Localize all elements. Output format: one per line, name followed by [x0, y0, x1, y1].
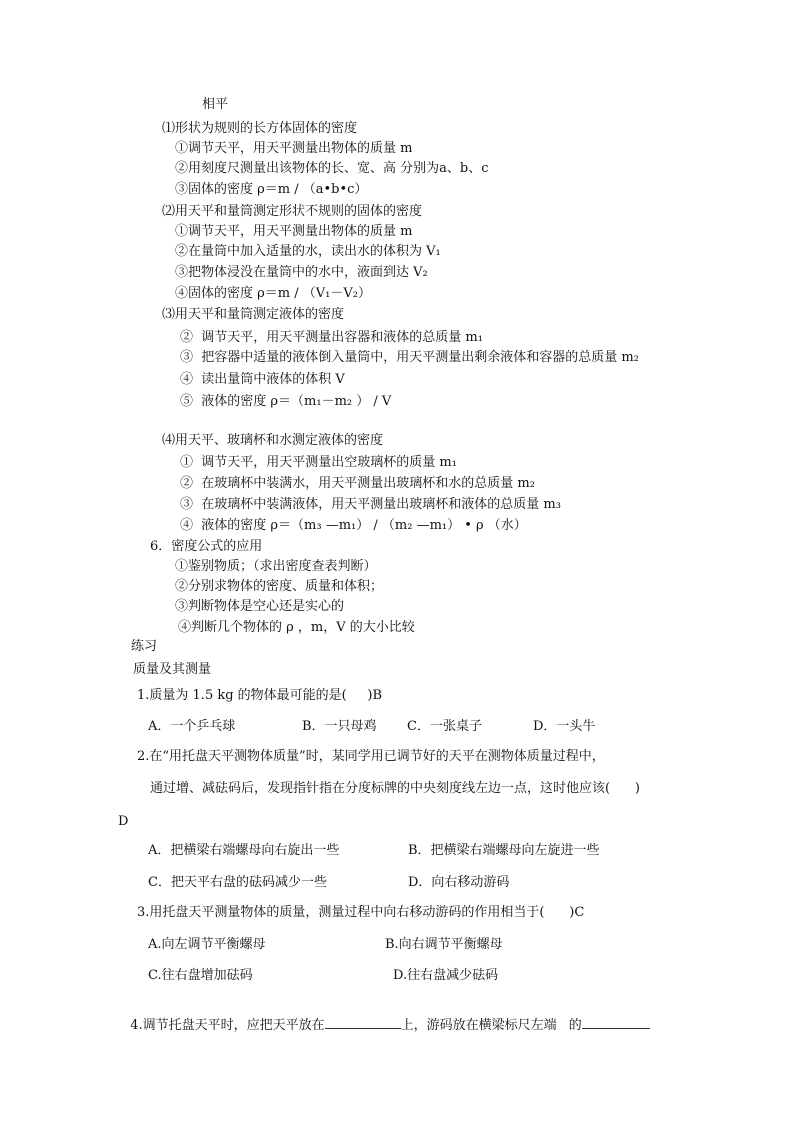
question-2-continued: 通过增、减砝码后，发现指针指在分度标牌的中央刻度线左边一点，这时他应该( ) [150, 781, 640, 796]
q1-option-d: D．一头牛 [533, 719, 596, 734]
q2-option-d: D．向右移动游码 [408, 875, 510, 890]
q4-text-3: 的 [568, 1018, 582, 1033]
step-text: ②在量筒中加入适量的水，读出水的体积为 V₁ [175, 244, 441, 259]
step-text: ③判断物体是空心还是实心的 [175, 599, 345, 614]
question-4 [122, 1000, 650, 1034]
answer-blank-2[interactable] [582, 1016, 650, 1029]
step-text: ① 调节天平，用天平测量出空玻璃杯的质量 m₁ [180, 455, 457, 470]
q3-option-b: B.向右调节平衡螺母 [385, 937, 503, 952]
step-text: ③固体的密度 ρ＝m / （a•b•c） [175, 182, 368, 197]
practice-heading: 练习 [131, 639, 158, 654]
subsection-title-1: ⑴形状为规则的长方体固体的密度 [162, 121, 358, 136]
step-text: ①鉴别物质；（求出密度查表判断） [175, 559, 377, 574]
question-1: 1.质量为 1.5 kg 的物体最可能的是( )B [137, 688, 383, 703]
q1-option-a: A．一个乒乓球 [148, 719, 236, 734]
section-heading: 相平 [202, 97, 229, 112]
q1-option-c: C．一张桌子 [407, 719, 482, 734]
step-text: ④ 读出量筒中液体的体积 V [180, 372, 345, 387]
step-text: ②分别求物体的密度、质量和体积； [175, 579, 384, 594]
step-text: ③ 在玻璃杯中装满液体，用天平测量出玻璃杯和液体的总质量 m₃ [180, 497, 561, 512]
section-title-application: 6．密度公式的应用 [150, 539, 263, 554]
q4-text-2: 上，游码放在横梁标尺左端 [400, 1018, 557, 1033]
step-text: ⑤ 液体的密度 ρ＝（m₁－m₂ ） / V [180, 394, 392, 409]
question-2-answer: D [118, 814, 129, 829]
step-text: ② 调节天平，用天平测量出容器和液体的总质量 m₁ [180, 330, 483, 345]
q3-option-d: D.往右盘减少砝码 [393, 968, 499, 983]
subsection-title-3: ⑶用天平和量筒测定液体的密度 [162, 307, 345, 322]
subsection-title-4: ⑷用天平、玻璃杯和水测定液体的密度 [162, 433, 384, 448]
q3-option-c: C.往右盘增加砝码 [148, 968, 253, 983]
answer-blank-1[interactable] [325, 1016, 401, 1029]
step-text: ④固体的密度 ρ＝m / （V₁－V₂） [175, 286, 371, 301]
practice-subheading: 质量及其测量 [133, 662, 212, 677]
q3-option-a: A.向左调节平衡螺母 [148, 937, 266, 952]
step-text: ② 在玻璃杯中装满水，用天平测量出玻璃杯和水的总质量 m₂ [180, 476, 535, 491]
step-text: ④ 液体的密度 ρ＝（m₃ —m₁） / （m₂ —m₁） • ρ （水） [180, 518, 527, 533]
step-text: ④判断几个物体的 ρ ，m，V 的大小比较 [178, 620, 415, 635]
q4-text-1: 4.调节托盘天平时，应把天平放在 [130, 1018, 325, 1033]
question-3: 3.用托盘天平测量物体的质量，测量过程中向右移动游码的作用相当于( )C [137, 905, 585, 920]
q2-option-b: B．把横梁右端螺母向左旋进一些 [408, 843, 600, 858]
q1-option-b: B．一只母鸡 [302, 719, 377, 734]
step-text: ③ 把容器中适量的液体倒入量筒中，用天平测量出剩余液体和容器的总质量 m₂ [180, 350, 639, 365]
step-text: ①调节天平，用天平测量出物体的质量 m [175, 141, 413, 156]
step-text: ③把物体浸没在量筒中的水中，液面到达 V₂ [175, 265, 428, 280]
question-2: 2.在“用托盘天平测物体质量”时，某同学用已调节好的天平在测物体质量过程中， [137, 749, 605, 764]
step-text: ②用刻度尺测量出该物体的长、宽、高 分别为a、b、c [175, 161, 489, 176]
step-text: ①调节天平，用天平测量出物体的质量 m [175, 224, 413, 239]
subsection-title-2: ⑵用天平和量筒测定形状不规则的固体的密度 [162, 204, 423, 219]
q2-option-a: A．把横梁右端螺母向右旋出一些 [148, 843, 340, 858]
q2-option-c: C．把天平右盘的砝码减少一些 [148, 875, 327, 890]
